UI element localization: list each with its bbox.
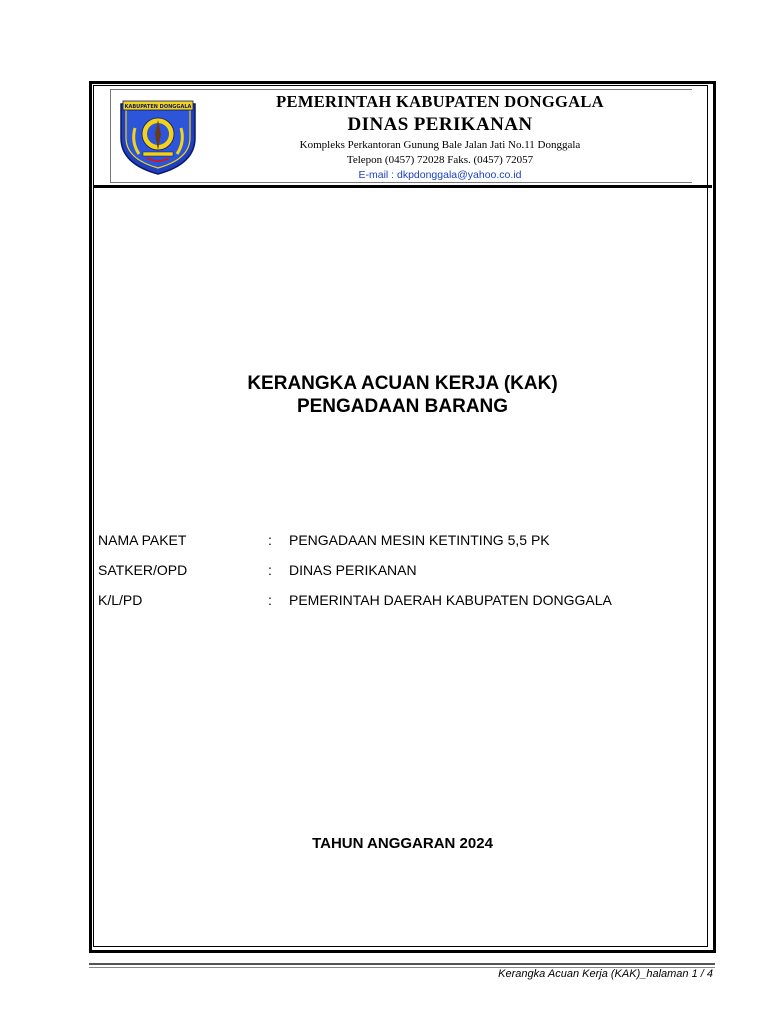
info-colon: : (268, 562, 272, 578)
letterhead-bottom-rule (93, 185, 712, 188)
office-email: E-mail : dkpdonggala@yahoo.co.id (358, 169, 522, 181)
info-value: PENGADAAN MESIN KETINTING 5,5 PK (289, 532, 550, 548)
title-line-2: PENGADAAN BARANG (296, 396, 509, 417)
document-title (93, 372, 712, 418)
info-row-institution (98, 591, 698, 621)
document-frame (89, 81, 716, 953)
title-line-1: KERANGKA ACUAN KERJA (KAK) (247, 373, 558, 394)
info-label: K/L/PD (98, 592, 143, 608)
office-address: Kompleks Perkantoran Gunung Bale Jalan Jati No.11 Donggala (299, 139, 581, 151)
package-info (98, 531, 698, 621)
info-colon: : (268, 532, 272, 548)
fiscal-year: TAHUN ANGGARAN 2024 (312, 835, 493, 852)
info-label: SATKER/OPD (98, 562, 188, 578)
info-row-package-name (98, 531, 698, 561)
department-name: DINAS PERIKANAN (347, 114, 533, 135)
letterhead-left-rule (110, 89, 111, 183)
info-value: PEMERINTAH DAERAH KABUPATEN DONGGALA (289, 592, 612, 608)
letterhead-text (210, 90, 670, 182)
government-name: PEMERINTAH KABUPATEN DONGGALA (276, 92, 604, 111)
info-colon: : (268, 592, 272, 608)
emblem-text: KABUPATEN DONGGALA (124, 104, 192, 110)
office-phone: Telepon (0457) 72028 Faks. (0457) 72057 (346, 154, 534, 166)
info-value: DINAS PERIKANAN (289, 562, 417, 578)
info-row-work-unit (98, 561, 698, 591)
footer-rule (89, 963, 715, 965)
regency-emblem-icon (117, 98, 199, 176)
info-label: NAMA PAKET (98, 532, 187, 548)
footer-page-label: Kerangka Acuan Kerja (KAK)_halaman 1 / 4 (498, 968, 713, 980)
letterhead-bottom-thin-rule (110, 182, 692, 183)
